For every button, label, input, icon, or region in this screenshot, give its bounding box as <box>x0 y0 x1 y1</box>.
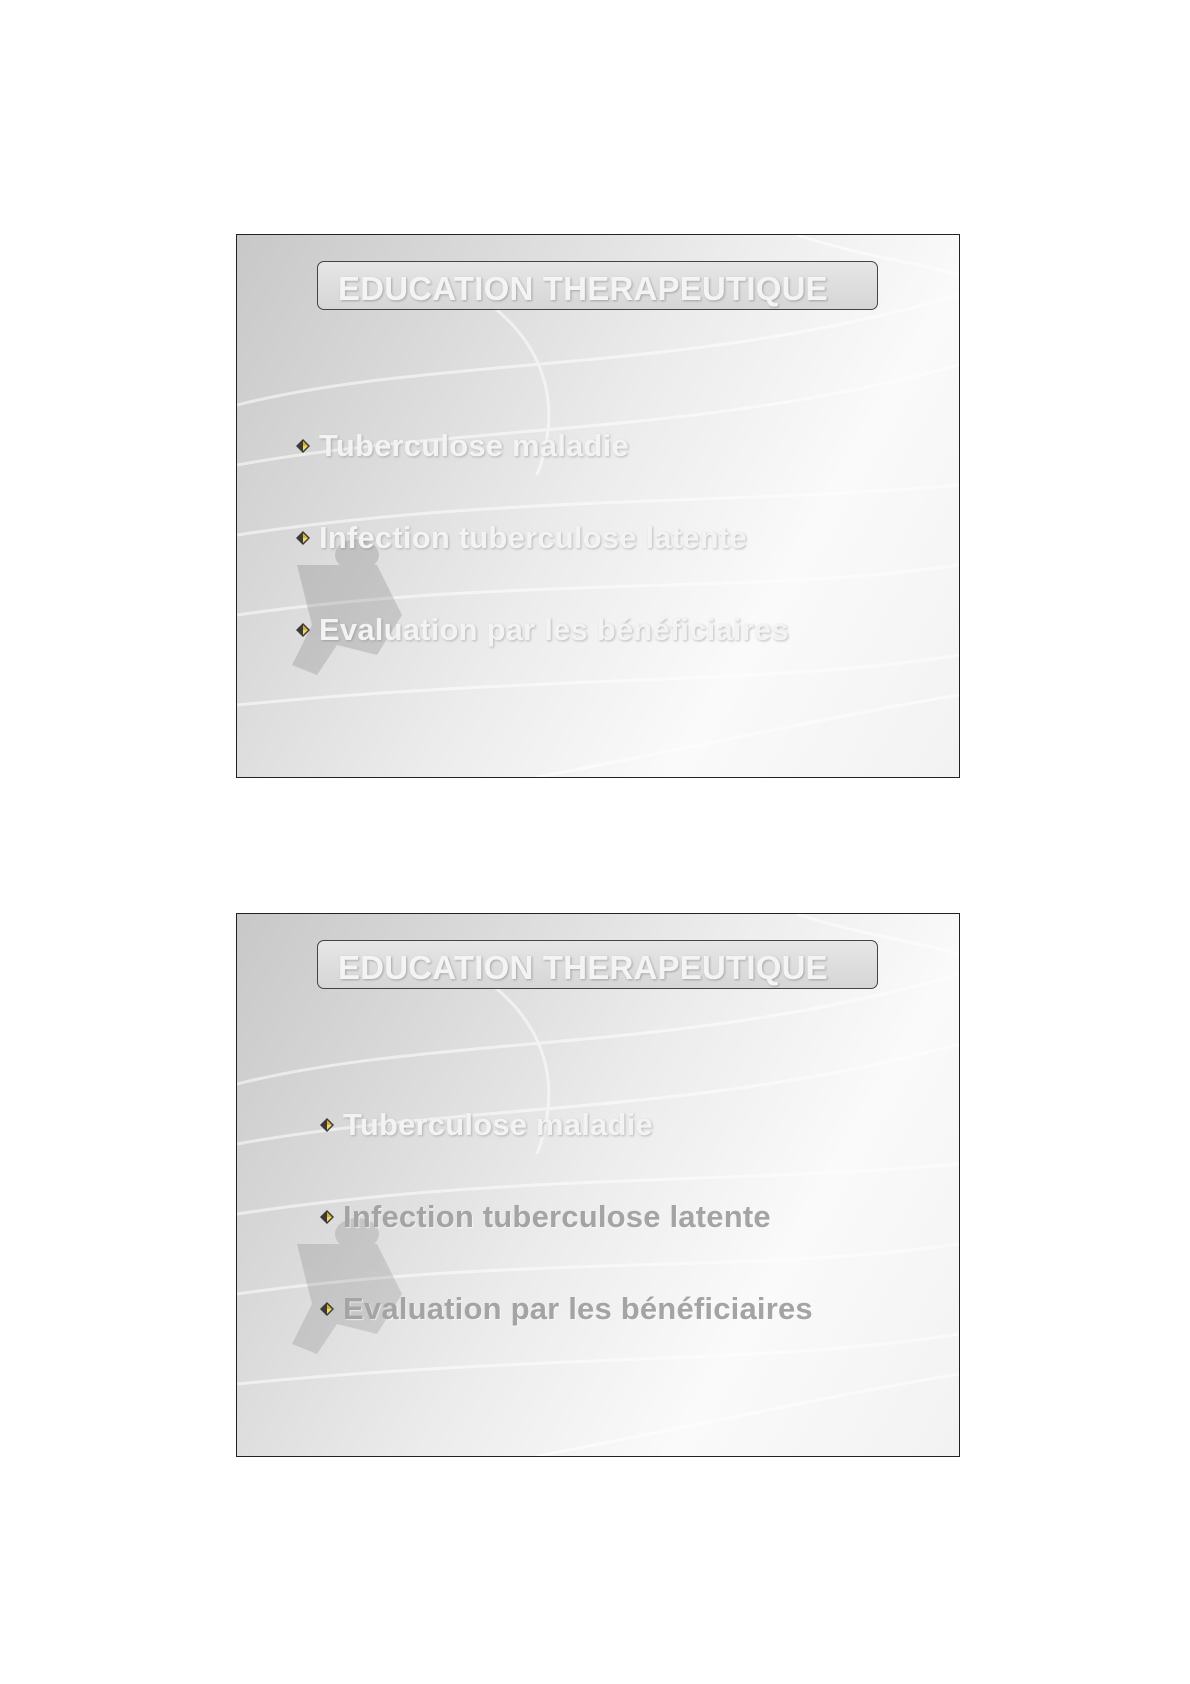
bullet-label: Evaluation par les bénéficiaires <box>319 612 789 647</box>
slide-2 <box>236 913 960 1457</box>
diamond-bullet-icon <box>295 530 311 546</box>
slide-title-box <box>317 261 878 310</box>
slide-title: EDUCATION THERAPEUTIQUE <box>338 949 828 986</box>
bullet-item-infection-latente <box>319 1199 771 1235</box>
diamond-bullet-icon <box>319 1209 335 1225</box>
bullet-label: Infection tuberculose latente <box>343 1199 771 1234</box>
bullet-item-evaluation <box>295 612 789 648</box>
track-lines-background <box>237 235 959 777</box>
bullet-label: Infection tuberculose latente <box>319 520 747 555</box>
bullet-item-infection-latente <box>295 520 747 556</box>
bullet-label: Tuberculose maladie <box>343 1107 653 1142</box>
diamond-bullet-icon <box>319 1117 335 1133</box>
slide-title-box <box>317 940 878 989</box>
bullet-item-tuberculose-maladie <box>319 1107 653 1143</box>
diamond-bullet-icon <box>295 438 311 454</box>
diamond-bullet-icon <box>319 1301 335 1317</box>
bullet-label: Tuberculose maladie <box>319 428 629 463</box>
bullet-item-evaluation <box>319 1291 813 1327</box>
slide-title: EDUCATION THERAPEUTIQUE <box>338 270 828 307</box>
slide-1 <box>236 234 960 778</box>
bullet-label: Evaluation par les bénéficiaires <box>343 1291 813 1326</box>
bullet-item-tuberculose-maladie <box>295 428 629 464</box>
track-lines-background <box>237 914 959 1456</box>
diamond-bullet-icon <box>295 622 311 638</box>
